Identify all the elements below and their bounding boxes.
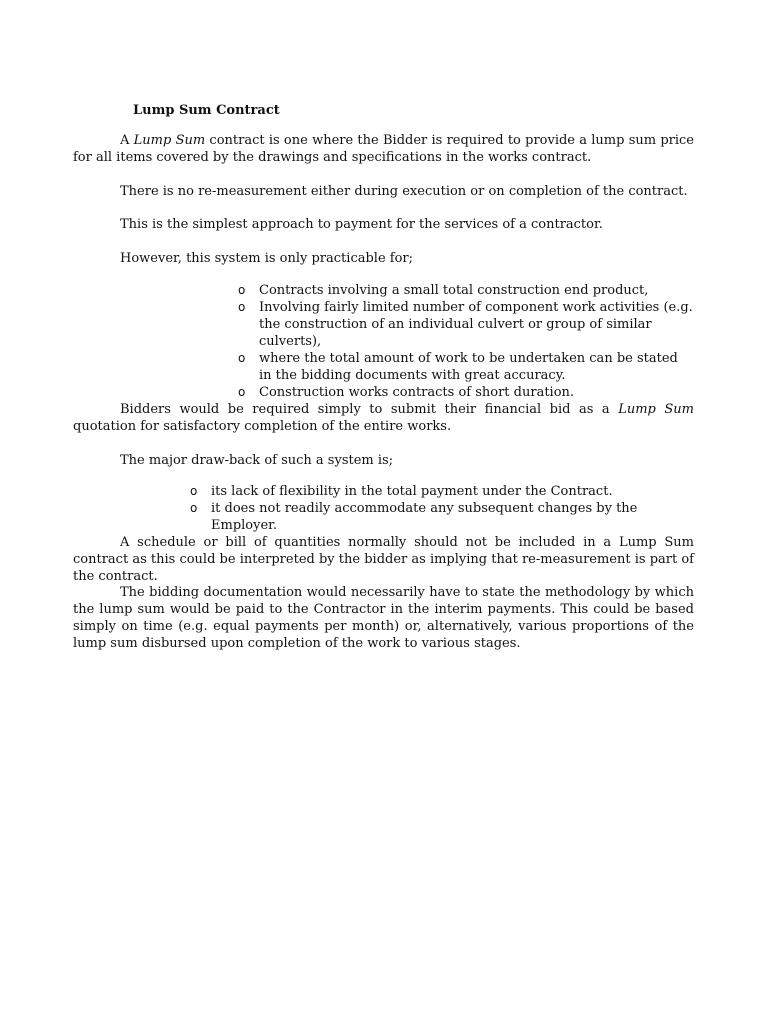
paragraph-no-remeasurement: There is no re-measurement either during execution or on completion of the contract. xyxy=(120,184,688,199)
paragraph-bidders-pre: Bidders would be required simply to submit their financial bid as a xyxy=(120,402,619,417)
lump-sum-term: Lump Sum xyxy=(618,402,694,417)
lump-sum-term: Lump Sum xyxy=(133,133,206,148)
bullet-icon: o xyxy=(238,385,246,399)
list-item-text: it does not readily accommodate any subsequent changes by the Employer. xyxy=(211,501,638,533)
paragraph-bidders xyxy=(73,401,694,435)
list-item-text: Involving fairly limited number of component work activities (e.g. the construction of an individual culvert or group of similar culverts), xyxy=(259,300,693,349)
paragraph-bidders-post: quotation for satisfactory completion of the entire works. xyxy=(73,419,452,434)
list-item xyxy=(190,500,694,534)
paragraph-schedule: A schedule or bill of quantities normally should not be included in a Lump Sum contract as this could be interpreted by the bidder as implying that re-measurement is part of the contract. xyxy=(73,535,694,584)
paragraph-definition-pre: A xyxy=(120,133,134,148)
bullet-icon: o xyxy=(190,501,198,515)
paragraph-methodology: The bidding documentation would necessarily have to state the methodology by which the lump sum would be paid to the Contractor in the interim payments. This could be based simply on time (e.g. equal payments per month) or, alternatively, various proportions of the lump sum disbursed upon completion of the work to various stages. xyxy=(73,585,694,651)
list-item xyxy=(238,384,694,401)
drawbacks-list xyxy=(190,483,694,534)
bullet-icon: o xyxy=(238,351,246,365)
list-item-text: Contracts involving a small total construction end product, xyxy=(259,283,649,298)
paragraph-practicable-for: However, this system is only practicable for; xyxy=(120,251,414,266)
paragraph-simplest-approach: This is the simplest approach to payment for the services of a contractor. xyxy=(120,217,603,232)
list-item xyxy=(190,483,694,500)
bullet-icon: o xyxy=(238,300,246,314)
list-item-text: its lack of flexibility in the total payment under the Contract. xyxy=(211,484,613,499)
list-item xyxy=(238,350,694,384)
practicable-conditions-list xyxy=(238,282,694,401)
list-item xyxy=(238,282,694,299)
list-item-text: Construction works contracts of short duration. xyxy=(259,385,575,400)
bullet-icon: o xyxy=(190,484,198,498)
bullet-icon: o xyxy=(238,283,246,297)
paragraph-definition-post: contract is one where the Bidder is required to provide a lump sum price for all items covered by the drawings and specifications in the works contract. xyxy=(73,133,694,165)
document-title: Lump Sum Contract xyxy=(133,103,280,118)
list-item xyxy=(238,299,694,350)
list-item-text: where the total amount of work to be undertaken can be stated in the bidding documents with great accuracy. xyxy=(259,351,678,383)
paragraph-drawback: The major draw-back of such a system is; xyxy=(120,453,394,468)
paragraph-definition xyxy=(73,132,694,166)
